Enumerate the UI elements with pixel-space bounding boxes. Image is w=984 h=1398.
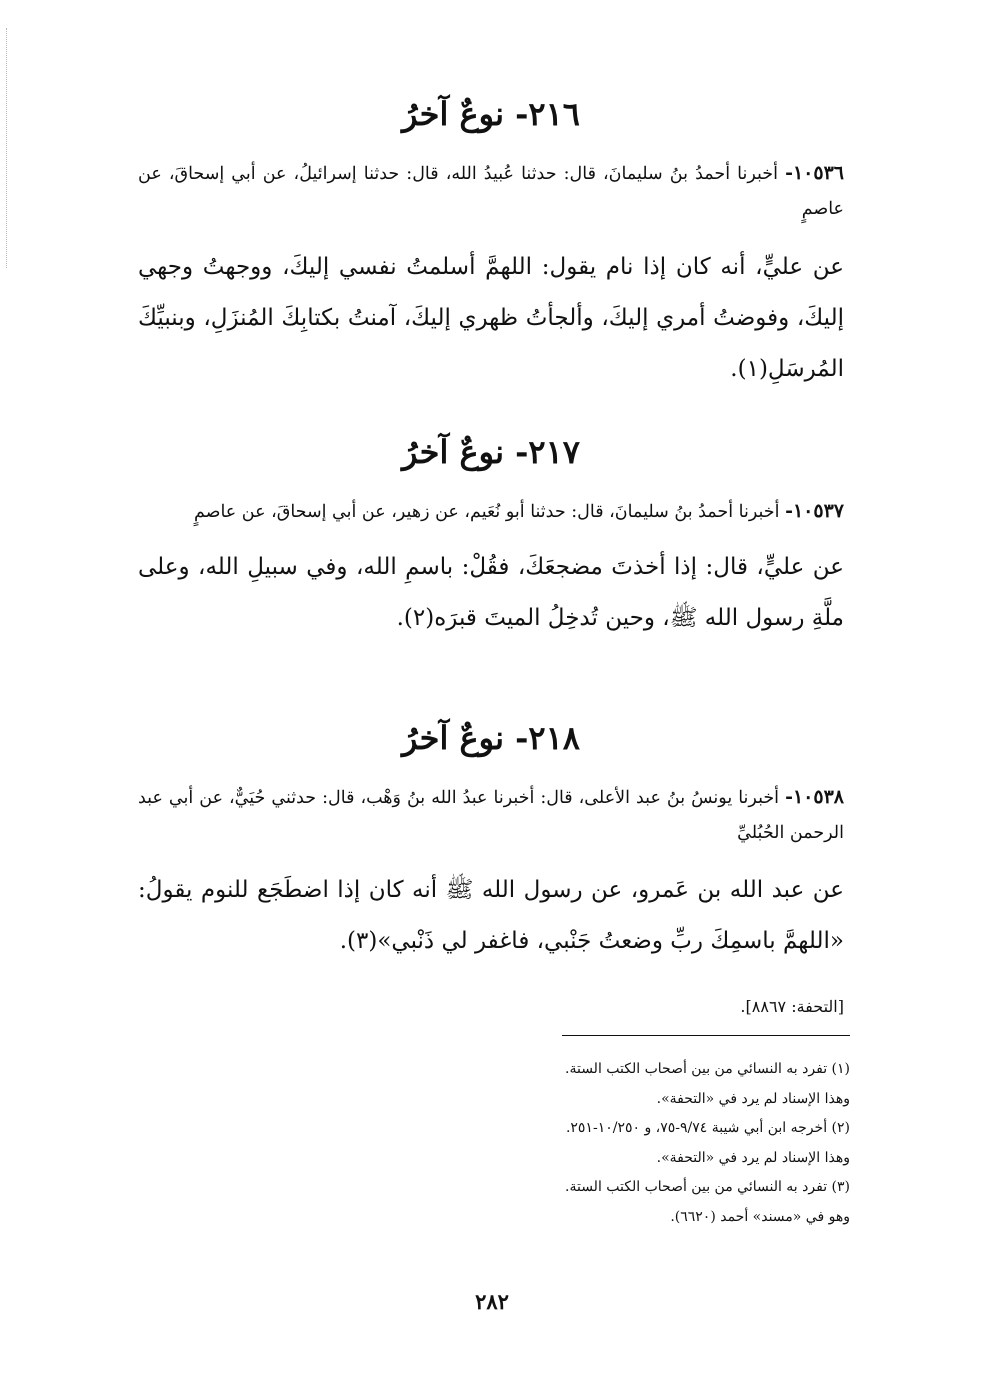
footnote-line: وهذا الإسناد لم يرد في «التحفة». bbox=[656, 1149, 850, 1166]
hadith-number: ١٠٥٣٦- bbox=[785, 162, 844, 184]
page-number: ٢٨٢ bbox=[475, 1289, 509, 1314]
isnad-text: أخبرنا أحمدُ بنُ سليمانَ، قال: حدثنا أبو نُعَيم، عن زهير، عن أبي إسحاقَ، عن عاصمٍ bbox=[193, 502, 780, 522]
footnote-line: وهذا الإسناد لم يرد في «التحفة». bbox=[656, 1090, 850, 1107]
isnad-paragraph bbox=[138, 780, 844, 851]
footnotes bbox=[144, 1055, 850, 1232]
isnad-paragraph bbox=[138, 156, 844, 227]
footnote-line: وهو في «مسند» أحمد (٦٦٢٠). bbox=[670, 1208, 850, 1225]
hadith-10537 bbox=[138, 494, 844, 644]
tuhfa-reference: [التحفة: ٨٨٦٧]. bbox=[740, 997, 844, 1016]
isnad-paragraph bbox=[138, 494, 844, 530]
section-heading-216: ٢١٦- نوعٌ آخرُ bbox=[402, 95, 580, 133]
footnote-line: (١) تفرد به النسائي من بين أصحاب الكتب الستة. bbox=[565, 1061, 850, 1077]
isnad-text: أخبرنا يونسُ بنُ عبد الأعلى، قال: أخبرنا عبدُ الله بنُ وَهْب، قال: حدثني حُيَيٌّ، عن أبي عبد الرحمن الحُبُليِّ bbox=[138, 788, 844, 843]
section-heading-218: ٢١٨- نوعٌ آخرُ bbox=[402, 719, 580, 757]
footnote-line: (٢) أخرجه ابن أبي شيبة ٩/٧٤-٧٥، و ١٠/٢٥٠-٢٥١. bbox=[565, 1120, 850, 1136]
footnote-separator bbox=[562, 1035, 850, 1036]
isnad-text: أخبرنا أحمدُ بنُ سليمانَ، قال: حدثنا عُبيدُ الله، قال: حدثنا إسرائيلُ، عن أبي إسحاقَ، عن عاصمٍ bbox=[138, 164, 844, 219]
hadith-number: ١٠٥٣٨- bbox=[785, 786, 844, 808]
section-heading-217: ٢١٧- نوعٌ آخرُ bbox=[402, 433, 580, 471]
margin-dotted-line bbox=[6, 28, 9, 268]
hadith-10536 bbox=[138, 156, 844, 395]
hadith-number: ١٠٥٣٧- bbox=[785, 500, 844, 522]
footnote-line: (٣) تفرد به النسائي من بين أصحاب الكتب الستة. bbox=[565, 1179, 850, 1195]
hadith-10538 bbox=[138, 780, 844, 967]
matn-paragraph: عن عليٍّ، قال: إذا أخذتَ مضجعَكَ، فقُلْ: باسمِ الله، وفي سبيلِ الله، وعلى ملَّةِ رسول الله ﷺ، وحين تُدخِلُ الميتَ قبرَه(٢). bbox=[138, 554, 844, 631]
matn-paragraph: عن عبد الله بن عَمرو، عن رسول الله ﷺ أنه كان إذا اضطَجَع للنوم يقولُ: «اللهمَّ باسمِكَ ربِّ وضعتُ جَنْبي، فاغفر لي ذَنْبي»(٣). bbox=[138, 877, 844, 954]
matn-paragraph: عن عليٍّ، أنه كان إذا نام يقول: اللهمَّ أسلمتُ نفسي إليكَ، ووجهتُ وجهي إليكَ، وفوضتُ أمري إليكَ، وألجأتُ ظهري إليكَ، آمنتُ بكتابِكَ المُنزَلِ، وبنبيِّكَ المُرسَلِ(١). bbox=[138, 254, 844, 382]
